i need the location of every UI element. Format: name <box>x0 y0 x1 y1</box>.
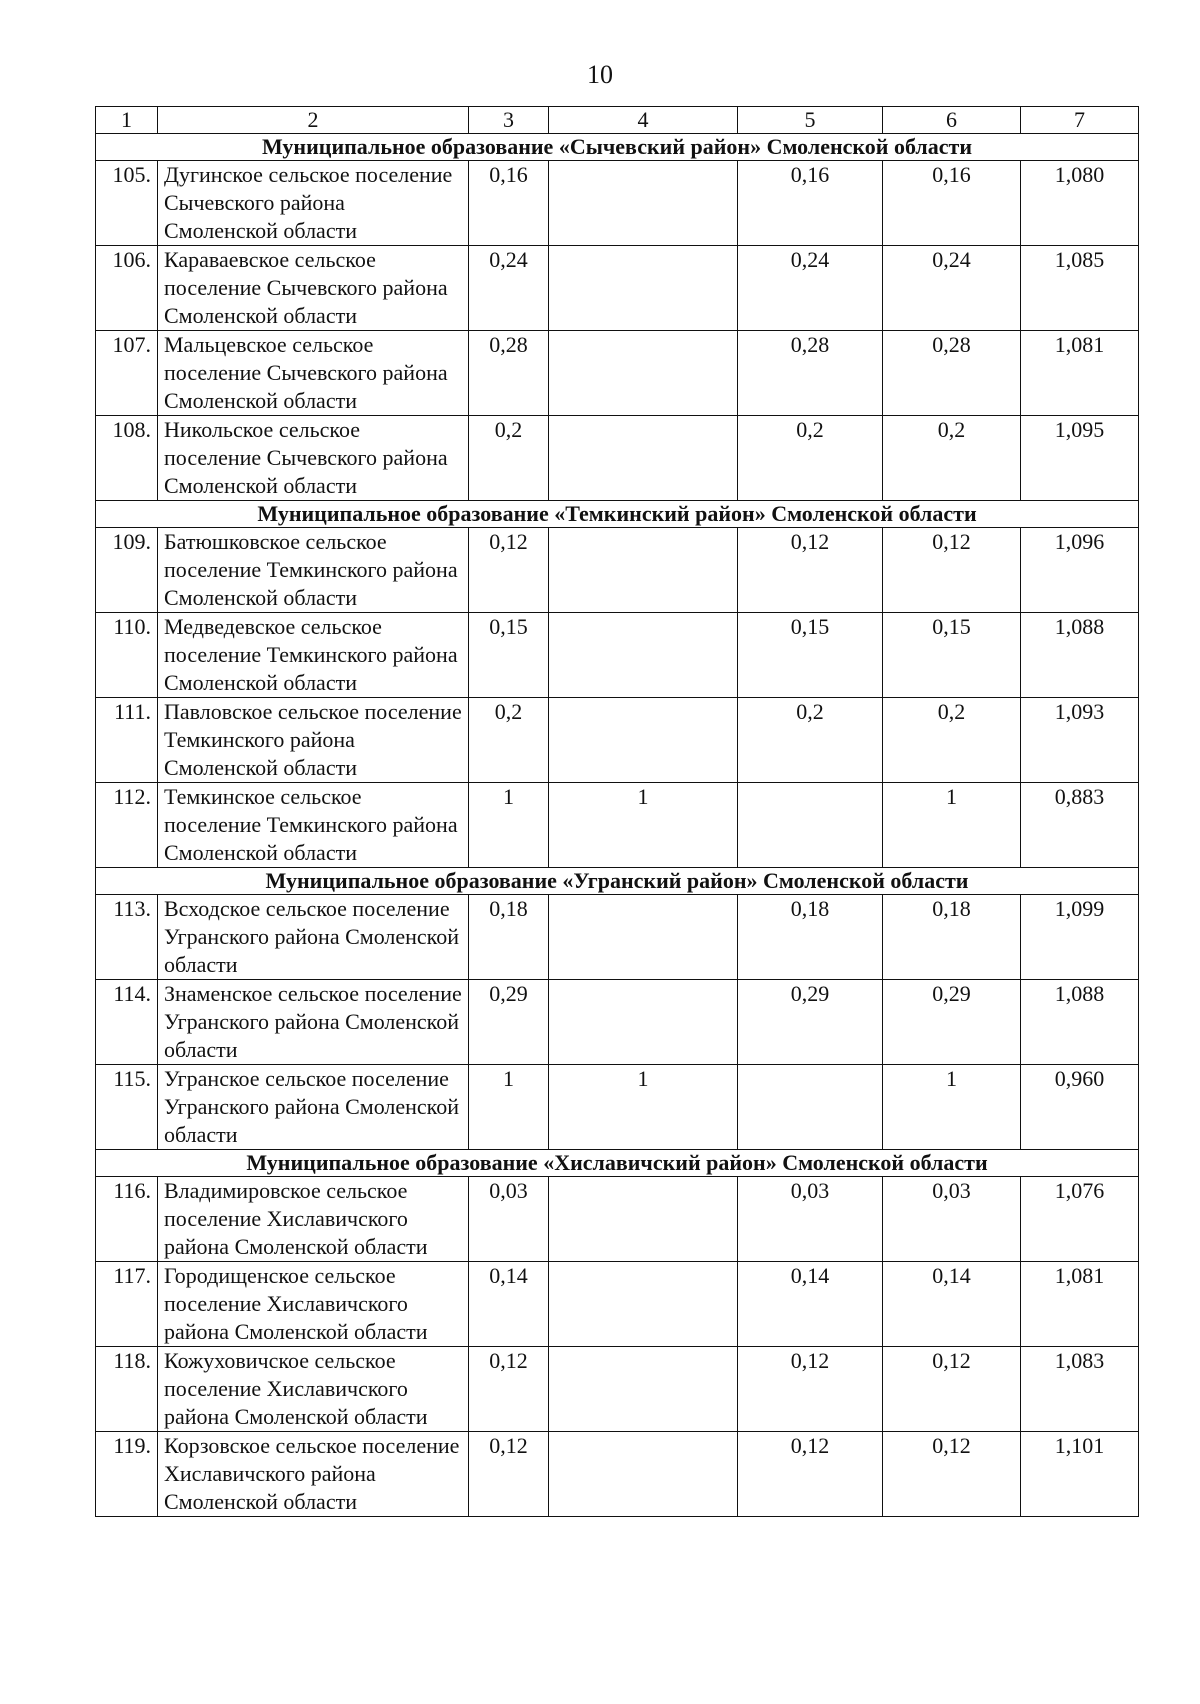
value-col-6: 0,24 <box>883 246 1021 331</box>
value-col-3: 0,15 <box>469 613 549 698</box>
row-number: 115. <box>96 1065 158 1150</box>
settlement-name: Павловское сельское поселение Темкинского района Смоленской области <box>158 698 469 783</box>
value-col-5: 0,16 <box>738 161 883 246</box>
value-col-5: 0,12 <box>738 1347 883 1432</box>
row-number: 113. <box>96 895 158 980</box>
table-row <box>96 416 1139 501</box>
column-header: 6 <box>883 107 1021 134</box>
section-header-row <box>96 134 1139 161</box>
value-col-3: 0,28 <box>469 331 549 416</box>
page-number: 10 <box>587 60 613 89</box>
value-col-4 <box>549 1432 738 1517</box>
row-number: 118. <box>96 1347 158 1432</box>
row-number: 111. <box>96 698 158 783</box>
column-header: 1 <box>96 107 158 134</box>
value-col-6: 0,03 <box>883 1177 1021 1262</box>
value-col-4 <box>549 980 738 1065</box>
row-number: 105. <box>96 161 158 246</box>
value-col-4 <box>549 331 738 416</box>
section-header-row <box>96 501 1139 528</box>
value-col-7: 1,081 <box>1021 1262 1139 1347</box>
value-col-6: 0,12 <box>883 1432 1021 1517</box>
row-number: 116. <box>96 1177 158 1262</box>
settlement-name: Кожуховичское сельское поселение Хиславичского района Смоленской области <box>158 1347 469 1432</box>
value-col-5: 0,24 <box>738 246 883 331</box>
value-col-5: 0,28 <box>738 331 883 416</box>
row-number: 108. <box>96 416 158 501</box>
value-col-7: 1,080 <box>1021 161 1139 246</box>
value-col-3: 0,2 <box>469 416 549 501</box>
value-col-6: 0,12 <box>883 528 1021 613</box>
column-header: 3 <box>469 107 549 134</box>
column-header: 4 <box>549 107 738 134</box>
value-col-7: 1,088 <box>1021 613 1139 698</box>
row-number: 110. <box>96 613 158 698</box>
row-number: 106. <box>96 246 158 331</box>
value-col-7: 1,076 <box>1021 1177 1139 1262</box>
section-title: Муниципальное образование «Сычевский район» Смоленской области <box>96 134 1139 161</box>
row-number: 119. <box>96 1432 158 1517</box>
section-header-row <box>96 868 1139 895</box>
value-col-6: 1 <box>883 1065 1021 1150</box>
value-col-4 <box>549 895 738 980</box>
row-number: 112. <box>96 783 158 868</box>
value-col-5: 0,03 <box>738 1177 883 1262</box>
value-col-3: 0,12 <box>469 1347 549 1432</box>
value-col-4 <box>549 613 738 698</box>
value-col-6: 1 <box>883 783 1021 868</box>
value-col-7: 1,085 <box>1021 246 1139 331</box>
value-col-4: 1 <box>549 1065 738 1150</box>
value-col-5 <box>738 783 883 868</box>
value-col-4: 1 <box>549 783 738 868</box>
settlement-name: Угранское сельское поселение Угранского района Смоленской области <box>158 1065 469 1150</box>
settlement-name: Никольское сельское поселение Сычевского района Смоленской области <box>158 416 469 501</box>
value-col-7: 1,081 <box>1021 331 1139 416</box>
value-col-4 <box>549 1177 738 1262</box>
value-col-5: 0,12 <box>738 528 883 613</box>
table-row <box>96 528 1139 613</box>
value-col-6: 0,2 <box>883 698 1021 783</box>
value-col-5: 0,15 <box>738 613 883 698</box>
settlement-name: Всходское сельское поселение Угранского района Смоленской области <box>158 895 469 980</box>
section-title: Муниципальное образование «Угранский район» Смоленской области <box>96 868 1139 895</box>
value-col-3: 0,03 <box>469 1177 549 1262</box>
value-col-6: 0,18 <box>883 895 1021 980</box>
value-col-6: 0,14 <box>883 1262 1021 1347</box>
value-col-3: 0,16 <box>469 161 549 246</box>
value-col-5: 0,18 <box>738 895 883 980</box>
table-row <box>96 1347 1139 1432</box>
table-row <box>96 783 1139 868</box>
value-col-3: 0,12 <box>469 1432 549 1517</box>
table-row <box>96 1432 1139 1517</box>
value-col-4 <box>549 528 738 613</box>
value-col-4 <box>549 246 738 331</box>
table-row <box>96 895 1139 980</box>
settlement-name: Мальцевское сельское поселение Сычевского района Смоленской области <box>158 331 469 416</box>
value-col-4 <box>549 1347 738 1432</box>
value-col-3: 1 <box>469 1065 549 1150</box>
value-col-4 <box>549 1262 738 1347</box>
value-col-5: 0,14 <box>738 1262 883 1347</box>
settlement-name: Корзовское сельское поселение Хиславичского района Смоленской области <box>158 1432 469 1517</box>
settlement-name: Владимировское сельское поселение Хиславичского района Смоленской области <box>158 1177 469 1262</box>
table-row <box>96 1262 1139 1347</box>
settlement-name: Знаменское сельское поселение Угранского района Смоленской области <box>158 980 469 1065</box>
section-title: Муниципальное образование «Хиславичский район» Смоленской области <box>96 1150 1139 1177</box>
settlement-name: Дугинское сельское поселение Сычевского района Смоленской области <box>158 161 469 246</box>
value-col-6: 0,28 <box>883 331 1021 416</box>
settlement-name: Медведевское сельское поселение Темкинского района Смоленской области <box>158 613 469 698</box>
value-col-7: 0,883 <box>1021 783 1139 868</box>
value-col-7: 1,099 <box>1021 895 1139 980</box>
value-col-7: 1,101 <box>1021 1432 1139 1517</box>
table-body <box>96 107 1139 1517</box>
column-header: 2 <box>158 107 469 134</box>
row-number: 114. <box>96 980 158 1065</box>
value-col-3: 0,2 <box>469 698 549 783</box>
value-col-3: 0,12 <box>469 528 549 613</box>
value-col-7: 1,093 <box>1021 698 1139 783</box>
value-col-6: 0,15 <box>883 613 1021 698</box>
value-col-7: 1,083 <box>1021 1347 1139 1432</box>
value-col-7: 1,088 <box>1021 980 1139 1065</box>
value-col-7: 1,096 <box>1021 528 1139 613</box>
value-col-3: 1 <box>469 783 549 868</box>
value-col-3: 0,29 <box>469 980 549 1065</box>
value-col-4 <box>549 161 738 246</box>
value-col-3: 0,14 <box>469 1262 549 1347</box>
value-col-5: 0,29 <box>738 980 883 1065</box>
settlement-name: Городищенское сельское поселение Хиславичского района Смоленской области <box>158 1262 469 1347</box>
column-header: 7 <box>1021 107 1139 134</box>
column-header-row <box>96 107 1139 134</box>
table-row <box>96 698 1139 783</box>
value-col-6: 0,12 <box>883 1347 1021 1432</box>
value-col-6: 0,2 <box>883 416 1021 501</box>
value-col-6: 0,29 <box>883 980 1021 1065</box>
table-row <box>96 1065 1139 1150</box>
row-number: 117. <box>96 1262 158 1347</box>
table-row <box>96 161 1139 246</box>
column-header: 5 <box>738 107 883 134</box>
row-number: 109. <box>96 528 158 613</box>
data-table <box>95 106 1139 1517</box>
settlement-name: Караваевское сельское поселение Сычевского района Смоленской области <box>158 246 469 331</box>
settlement-name: Темкинское сельское поселение Темкинского района Смоленской области <box>158 783 469 868</box>
value-col-5: 0,2 <box>738 416 883 501</box>
table-row <box>96 613 1139 698</box>
value-col-3: 0,24 <box>469 246 549 331</box>
section-header-row <box>96 1150 1139 1177</box>
row-number: 107. <box>96 331 158 416</box>
table-row <box>96 331 1139 416</box>
value-col-5: 0,12 <box>738 1432 883 1517</box>
section-title: Муниципальное образование «Темкинский район» Смоленской области <box>96 501 1139 528</box>
value-col-3: 0,18 <box>469 895 549 980</box>
value-col-7: 1,095 <box>1021 416 1139 501</box>
table-row <box>96 1177 1139 1262</box>
value-col-5 <box>738 1065 883 1150</box>
value-col-5: 0,2 <box>738 698 883 783</box>
value-col-6: 0,16 <box>883 161 1021 246</box>
settlement-name: Батюшковское сельское поселение Темкинского района Смоленской области <box>158 528 469 613</box>
value-col-4 <box>549 698 738 783</box>
table-row <box>96 246 1139 331</box>
value-col-4 <box>549 416 738 501</box>
table-row <box>96 980 1139 1065</box>
value-col-7: 0,960 <box>1021 1065 1139 1150</box>
